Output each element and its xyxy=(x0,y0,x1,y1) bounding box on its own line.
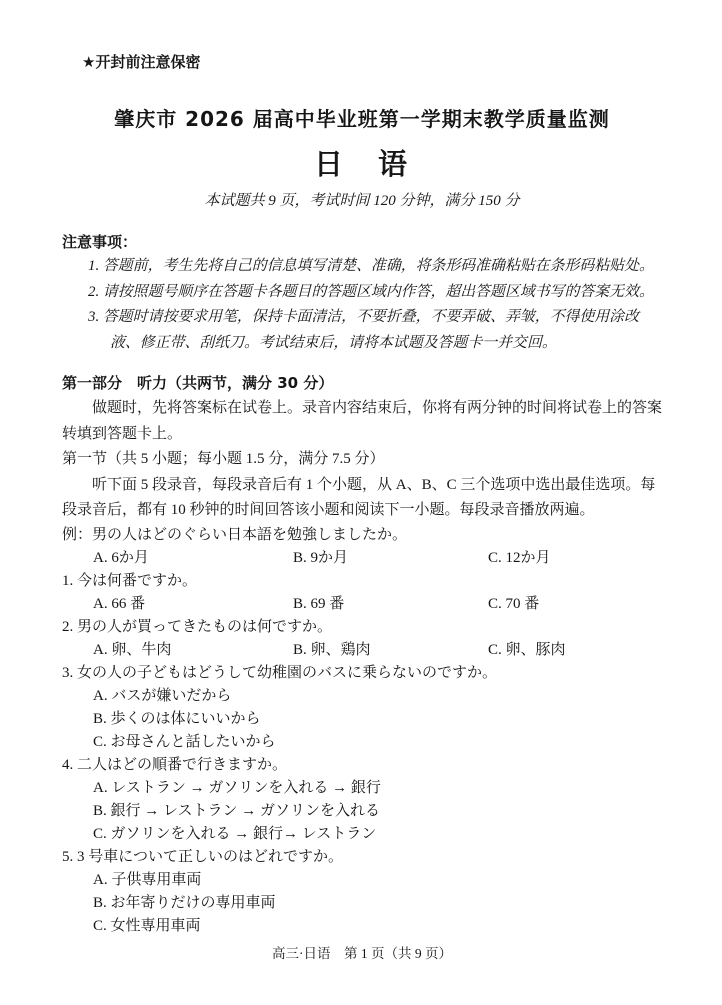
question-3-block xyxy=(62,662,662,754)
question-5-text: 5. 3 号車について正しいのはどれですか。 xyxy=(62,848,343,865)
question-3-option-b: B. 歩くのは体にいいから xyxy=(93,710,261,727)
notes-heading: 注意事项： xyxy=(62,235,138,251)
page-footer: 高三·日语 第 1 页（共 9 页） xyxy=(272,946,452,961)
section1-instructions: 听下面 5 段录音，每段录音后有 1 个小题，从 A、B、C 三个选项中选出最佳选项。每段录音后，都有 10 秒钟的时间回答该小题和阅读下一小题。每段录音播放两遍。 xyxy=(62,476,656,518)
exam-title: 肇庆市 2026 届高中毕业班第一学期末教学质量监测 xyxy=(114,107,610,131)
question-5-option-a: A. 子供専用車両 xyxy=(93,871,202,888)
exam-page-content xyxy=(62,0,662,938)
question-2-options-row xyxy=(62,639,662,662)
question-1-option-a: A. 66 番 xyxy=(93,595,146,612)
question-4-option-c: C. ガソリンを入れる → 銀行→ レストラン xyxy=(93,825,377,842)
question-1-option-b: B. 69 番 xyxy=(293,595,345,612)
part1-heading: 第一部分 听力（共两节，满分 30 分） xyxy=(62,374,334,392)
question-1-options-row xyxy=(62,593,662,616)
question-2-option-b: B. 卵、鶏肉 xyxy=(293,641,371,658)
question-5-option-b: B. お年寄りだけの専用車両 xyxy=(93,894,276,911)
question-3-option-c: C. お母さんと話したいから xyxy=(93,733,276,750)
note-item-3: 3. 答题时请按要求用笔，保持卡面清洁，不要折叠，不要弄破、弄皱，不得使用涂改液、修正带、刮纸刀。考试结束后，请将本试题及答题卡一并交回。 xyxy=(88,309,639,351)
question-2-option-a: A. 卵、牛肉 xyxy=(93,641,172,658)
note-item-1: 1. 答题前，考生先将自己的信息填写清楚、准确，将条形码准确粘贴在条形码粘贴处。 xyxy=(88,258,654,274)
example-option-b: B. 9か月 xyxy=(293,549,349,566)
question-2-text: 2. 男の人が買ってきたものは何ですか。 xyxy=(62,618,333,635)
example-option-a: A. 6か月 xyxy=(93,549,149,566)
question-2-block xyxy=(62,616,662,662)
question-5-option-c: C. 女性専用車両 xyxy=(93,917,201,934)
note-item-2: 2. 请按照题号顺序在答题卡各题目的答题区域内作答，超出答题区域书写的答案无效。 xyxy=(88,283,654,300)
example-options-row xyxy=(62,547,662,570)
exam-info-line: 本试题共 9 页，考试时间 120 分钟，满分 150 分 xyxy=(204,193,520,209)
security-notice: ★开封前注意保密 xyxy=(82,53,201,71)
question-4-block xyxy=(62,754,662,846)
example-question-block xyxy=(62,524,662,570)
question-1-block xyxy=(62,570,662,616)
question-1-option-c: C. 70 番 xyxy=(488,595,540,612)
question-4-text: 4. 二人はどの順番で行きますか。 xyxy=(62,756,288,773)
example-question-text: 例：男の人はどのぐらい日本語を勉強しましたか。 xyxy=(62,526,408,543)
question-4-option-b: B. 銀行 → レストラン → ガソリンを入れる xyxy=(93,802,381,819)
question-3-text: 3. 女の人の子どもはどうして幼稚園のバスに乗らないのですか。 xyxy=(62,664,498,681)
question-5-block xyxy=(62,846,662,938)
section1-heading: 第一节（共 5 小题；每小题 1.5 分，满分 7.5 分） xyxy=(62,451,385,467)
subject-title: 日 语 xyxy=(313,149,410,181)
part1-intro: 做题时，先将答案标在试卷上。录音内容结束后，你将有两分钟的时间将试卷上的答案转填到答题卡上。 xyxy=(62,400,663,442)
question-2-option-c: C. 卵、豚肉 xyxy=(488,641,566,658)
example-option-c: C. 12か月 xyxy=(488,549,551,566)
question-4-option-a: A. レストラン → ガソリンを入れる → 銀行 xyxy=(93,779,381,796)
question-1-text: 1. 今は何番ですか。 xyxy=(62,572,198,589)
question-3-option-a: A. バスが嫌いだから xyxy=(93,687,232,704)
